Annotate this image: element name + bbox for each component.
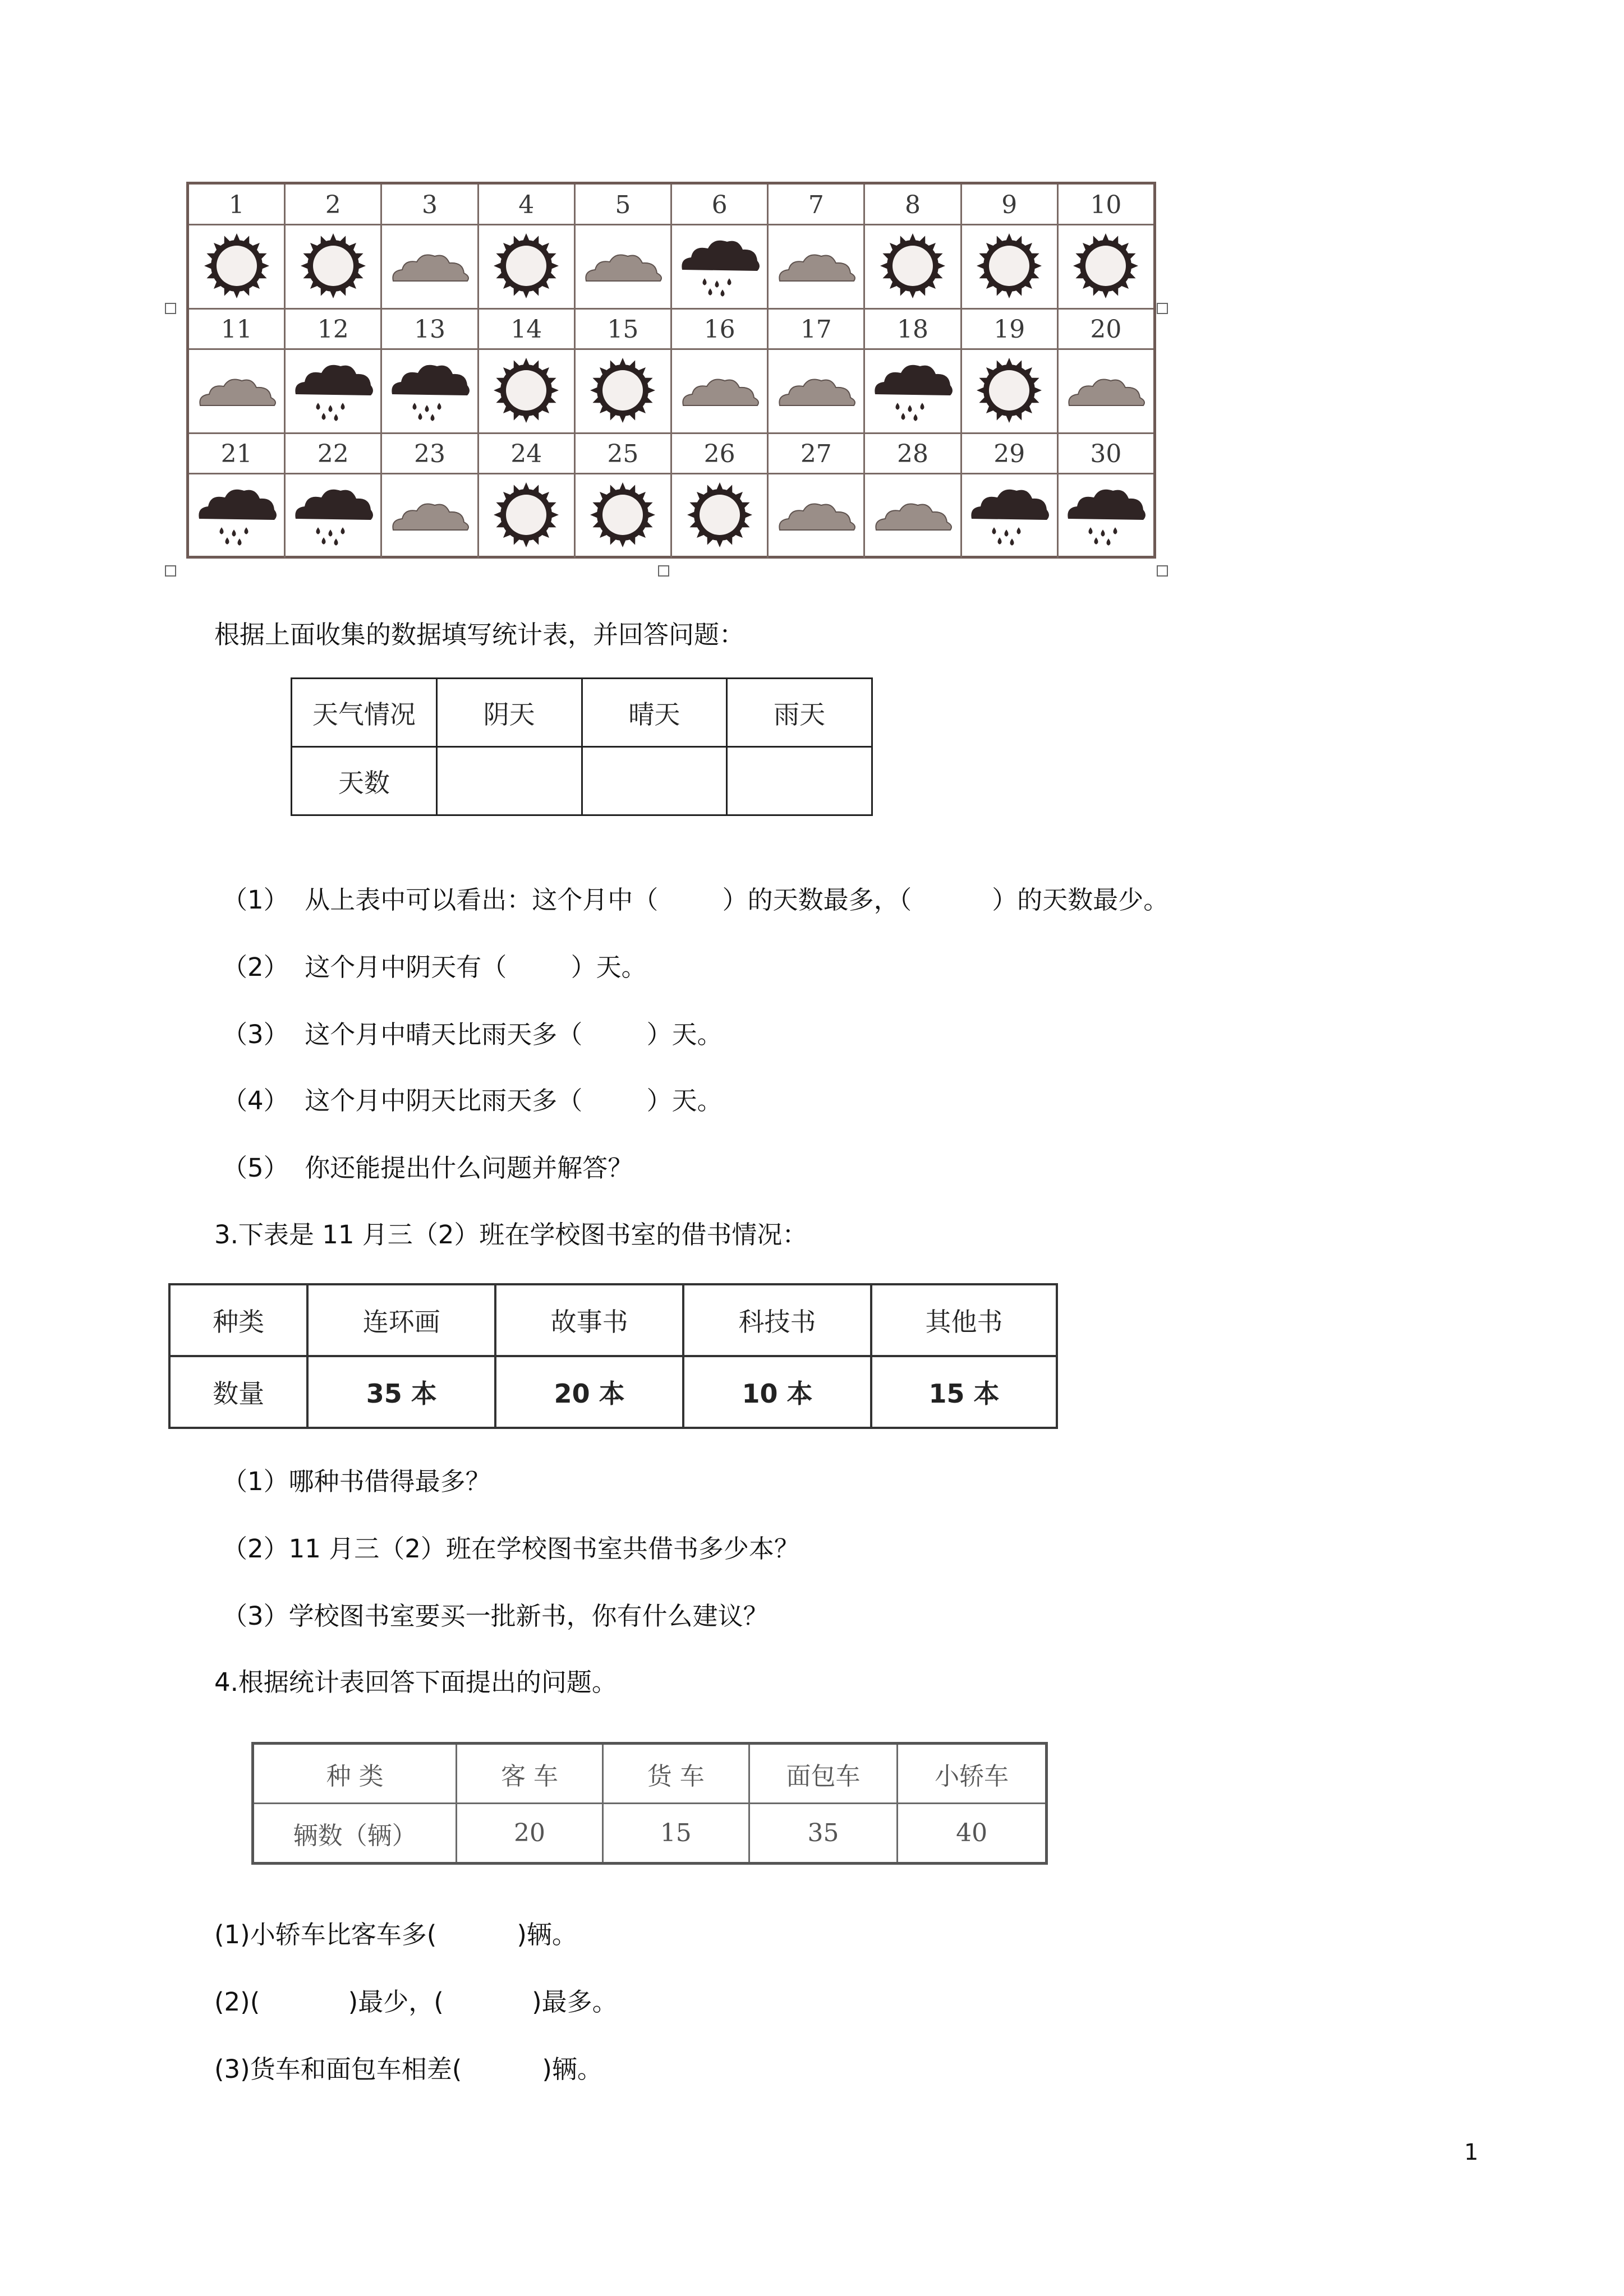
weather-icon-row <box>189 474 1153 558</box>
table-header-cell: 客 车 <box>457 1744 603 1804</box>
sun-icon <box>976 232 1043 302</box>
weather-cell <box>672 349 769 434</box>
answer-cell[interactable] <box>582 747 727 815</box>
sun-icon <box>686 481 753 551</box>
section3-title: 3.下表是 11 月三（2）班在学校图书室的借书情况： <box>214 1220 808 1250</box>
table-cell: 10 本 <box>683 1356 871 1428</box>
question: （3） 这个月中晴天比雨天多（ ）天。 <box>222 1020 723 1049</box>
table-header-cell: 天气情况 <box>292 679 437 747</box>
table-header-cell: 连环画 <box>307 1284 495 1356</box>
sun-icon <box>493 481 560 551</box>
weather-cell <box>479 225 576 309</box>
day-number: 4 <box>479 185 576 225</box>
table-row-label: 天数 <box>292 747 437 815</box>
weather-icon-row <box>189 349 1153 434</box>
weather-cell <box>189 349 286 434</box>
day-number: 28 <box>865 434 961 474</box>
table-cell: 35 <box>749 1804 898 1864</box>
resize-handle[interactable] <box>165 303 176 314</box>
weather-icon-row <box>189 225 1153 309</box>
question: (3)货车和面包车相差( )辆。 <box>214 2054 602 2084</box>
sun-icon <box>1072 232 1139 302</box>
section2-intro: 根据上面收集的数据填写统计表，并回答问题： <box>214 620 745 649</box>
day-number: 29 <box>962 434 1059 474</box>
table-cell: 40 <box>898 1804 1047 1864</box>
weather-cell <box>1059 349 1153 434</box>
question: （1）哪种书借得最多？ <box>222 1467 491 1496</box>
day-number: 12 <box>286 309 382 349</box>
day-number: 25 <box>576 434 672 474</box>
weather-cell <box>1059 474 1153 558</box>
day-number: 16 <box>672 309 769 349</box>
cloud-icon <box>774 371 858 412</box>
question: （1） 从上表中可以看出：这个月中（ ）的天数最多，（ ）的天数最少。 <box>222 885 1169 915</box>
day-number: 7 <box>769 185 865 225</box>
weather-cell <box>382 225 479 309</box>
sun-icon <box>589 481 656 551</box>
weather-cell <box>576 225 672 309</box>
weather-cell <box>672 225 769 309</box>
question: （3）学校图书室要买一批新书，你有什么建议？ <box>222 1601 769 1631</box>
day-number: 14 <box>479 309 576 349</box>
section4-title: 4.根据统计表回答下面提出的问题。 <box>214 1667 617 1697</box>
day-number: 5 <box>576 185 672 225</box>
weather-cell <box>769 349 865 434</box>
day-number: 19 <box>962 309 1059 349</box>
weather-cell <box>769 225 865 309</box>
table-header-cell: 种类 <box>169 1284 307 1356</box>
table-header-cell: 面包车 <box>749 1744 898 1804</box>
day-number-row <box>189 185 1153 225</box>
table-cell: 35 本 <box>307 1356 495 1428</box>
weather-cell <box>189 225 286 309</box>
table-header-cell: 种 类 <box>253 1744 457 1804</box>
cloud-icon <box>195 371 279 412</box>
weather-cell <box>962 349 1059 434</box>
grid-line <box>189 224 1153 225</box>
weather-cell <box>1059 225 1153 309</box>
weather-cell <box>865 225 961 309</box>
table-header-cell: 科技书 <box>683 1284 871 1356</box>
weather-stats-table <box>291 677 873 816</box>
weather-cell <box>286 474 382 558</box>
sun-icon <box>300 232 367 302</box>
day-number: 27 <box>769 434 865 474</box>
weather-cell <box>479 349 576 434</box>
day-number: 21 <box>189 434 286 474</box>
day-number: 20 <box>1090 315 1122 344</box>
rain-cloud-icon <box>1064 484 1148 548</box>
resize-handle[interactable] <box>1157 565 1168 577</box>
answer-cell[interactable] <box>727 747 872 815</box>
day-number: 1 <box>189 185 286 225</box>
day-number: 23 <box>382 434 479 474</box>
weather-cell <box>382 474 479 558</box>
weather-cell <box>962 225 1059 309</box>
day-number: 3 <box>382 185 479 225</box>
table-cell: 15 本 <box>871 1356 1057 1428</box>
weather-cell <box>189 474 286 558</box>
table-row-label: 辆数（辆） <box>253 1804 457 1864</box>
weather-cell <box>576 474 672 558</box>
grid-line <box>189 473 1153 474</box>
resize-handle[interactable] <box>1157 303 1168 314</box>
table-header-cell: 其他书 <box>871 1284 1057 1356</box>
cloud-icon <box>581 246 665 288</box>
day-number: 2 <box>286 185 382 225</box>
sun-icon <box>203 232 270 302</box>
cloud-icon <box>678 371 762 412</box>
sun-icon <box>976 357 1043 426</box>
question: (1)小轿车比客车多( )辆。 <box>214 1920 577 1949</box>
question: (2)( )最少，( )最多。 <box>214 1987 618 2017</box>
question: （2） 这个月中阴天有（ ）天。 <box>222 952 647 982</box>
page-number: 1 <box>1464 2140 1479 2165</box>
rain-cloud-icon <box>388 359 472 423</box>
cloud-icon <box>871 495 955 537</box>
day-number-row <box>189 434 1153 474</box>
table-header-cell: 雨天 <box>727 679 872 747</box>
weather-cell <box>962 474 1059 558</box>
day-number-row <box>189 309 1153 349</box>
day-number: 17 <box>769 309 865 349</box>
weather-cell <box>286 349 382 434</box>
cloud-icon <box>774 246 858 288</box>
cloud-icon <box>388 246 472 288</box>
day-number: 18 <box>865 309 961 349</box>
day-number: 15 <box>576 309 672 349</box>
rain-cloud-icon <box>678 235 762 299</box>
day-number: 22 <box>286 434 382 474</box>
table-header-cell: 货 车 <box>602 1744 749 1804</box>
table-header-cell: 阴天 <box>436 679 582 747</box>
weather-calendar <box>186 182 1156 559</box>
day-number: 26 <box>672 434 769 474</box>
day-number: 30 <box>1090 439 1122 468</box>
day-number: 6 <box>672 185 769 225</box>
weather-cell <box>865 349 961 434</box>
question: （2）11 月三（2）班在学校图书室共借书多少本？ <box>222 1534 799 1564</box>
table-cell: 15 <box>602 1804 749 1864</box>
day-number: 11 <box>189 309 286 349</box>
sun-icon <box>589 357 656 426</box>
day-number: 24 <box>479 434 576 474</box>
resize-handle[interactable] <box>165 565 176 577</box>
answer-cell[interactable] <box>436 747 582 815</box>
grid-line <box>189 348 1153 350</box>
cloud-icon <box>1064 371 1148 412</box>
weather-cell <box>769 474 865 558</box>
sun-icon <box>879 232 946 302</box>
table-row-label: 数量 <box>169 1356 307 1428</box>
table-cell: 20 <box>457 1804 603 1864</box>
weather-cell <box>479 474 576 558</box>
table-header-cell: 故事书 <box>495 1284 683 1356</box>
sun-icon <box>493 232 560 302</box>
rain-cloud-icon <box>291 359 375 423</box>
rain-cloud-icon <box>967 484 1051 548</box>
vehicle-count-table <box>251 1742 1048 1865</box>
day-number: 10 <box>1090 190 1122 219</box>
day-number: 13 <box>382 309 479 349</box>
cloud-icon <box>774 495 858 537</box>
weather-cell <box>865 474 961 558</box>
rain-cloud-icon <box>291 484 375 548</box>
question: （4） 这个月中阴天比雨天多（ ）天。 <box>222 1086 723 1115</box>
question: （5） 你还能提出什么问题并解答？ <box>222 1153 633 1183</box>
weather-cell <box>672 474 769 558</box>
rain-cloud-icon <box>195 484 279 548</box>
book-borrowing-table <box>168 1283 1058 1429</box>
table-header-cell: 晴天 <box>582 679 727 747</box>
cloud-icon <box>388 495 472 537</box>
day-number: 9 <box>962 185 1059 225</box>
resize-handle[interactable] <box>658 565 669 577</box>
sun-icon <box>493 357 560 426</box>
day-number: 8 <box>865 185 961 225</box>
table-header-cell: 小轿车 <box>898 1744 1047 1804</box>
table-cell: 20 本 <box>495 1356 683 1428</box>
weather-cell <box>382 349 479 434</box>
weather-cell <box>576 349 672 434</box>
weather-cell <box>286 225 382 309</box>
rain-cloud-icon <box>871 359 955 423</box>
